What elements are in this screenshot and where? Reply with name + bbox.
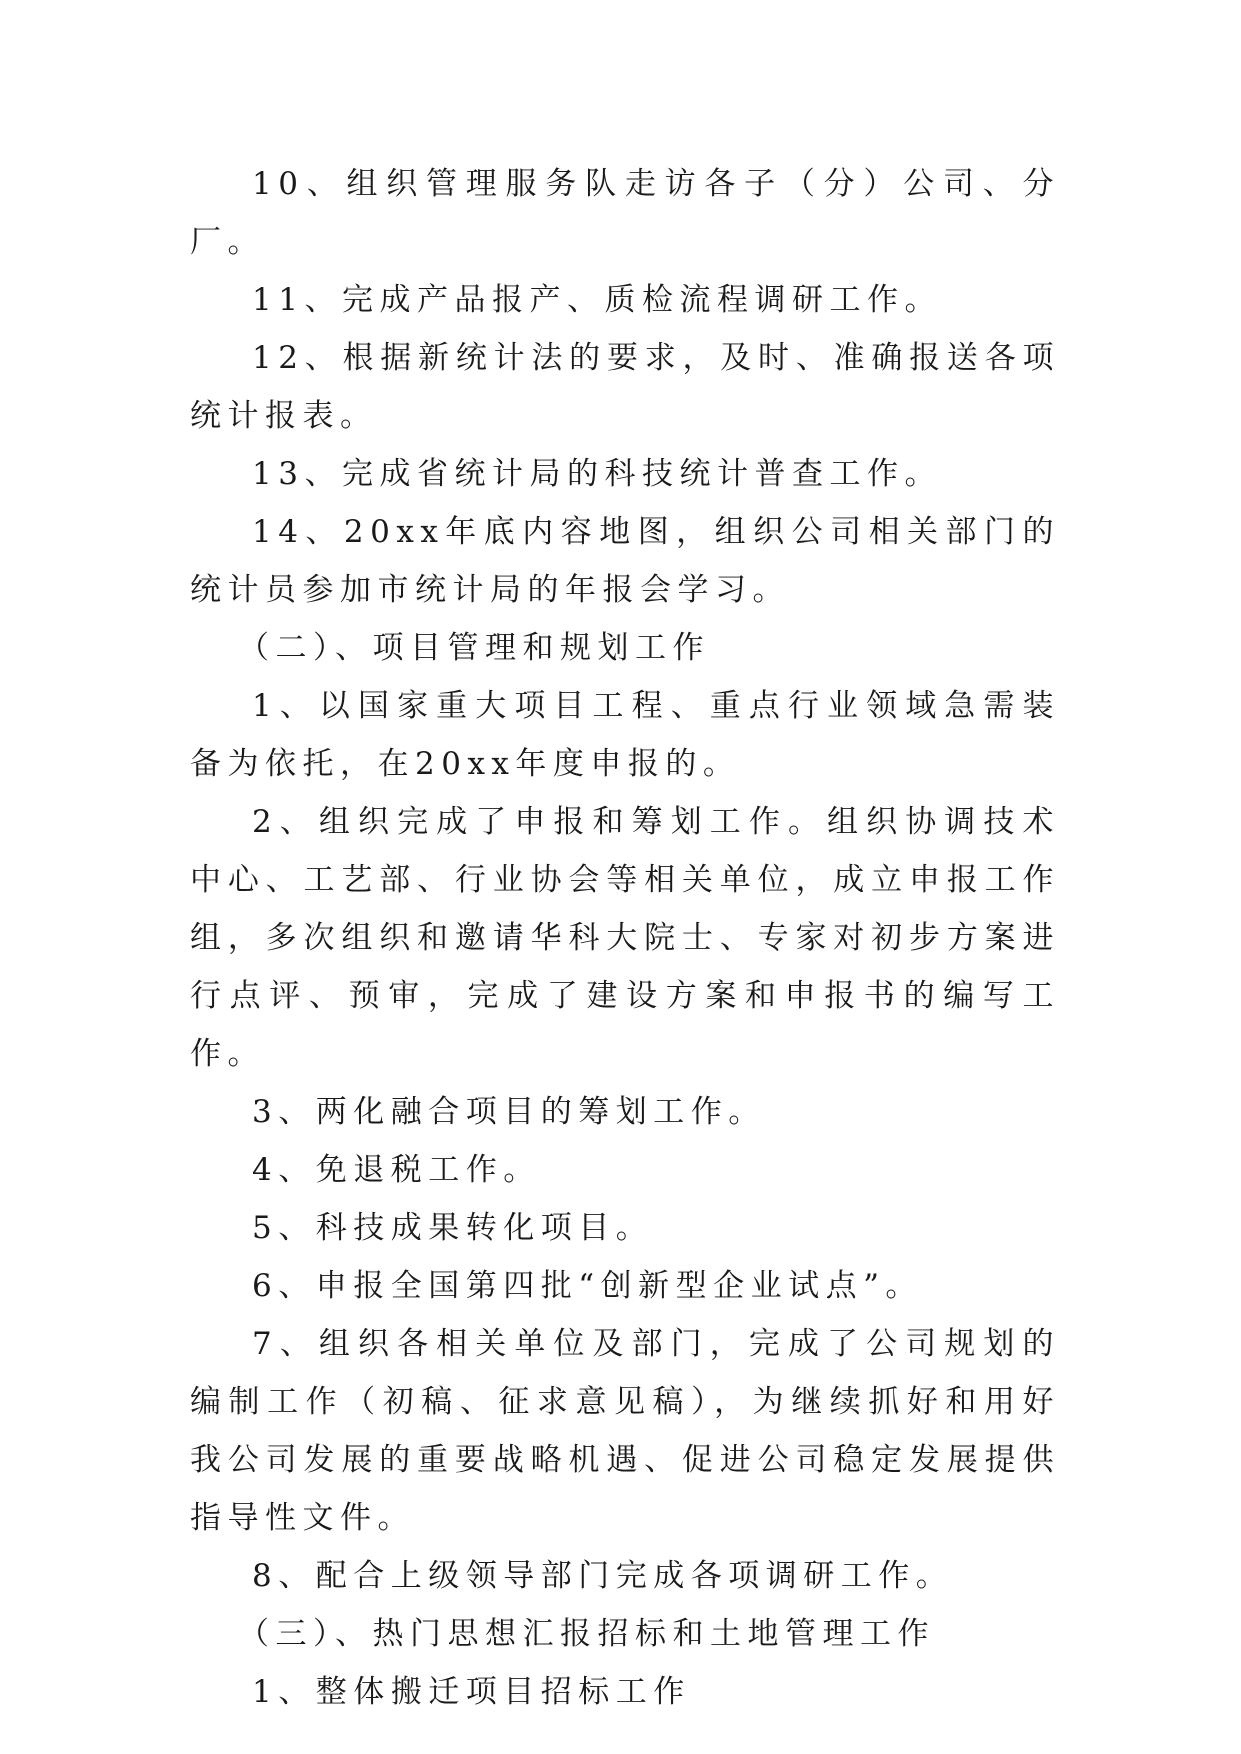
paragraph-item-5: 5、科技成果转化项目。	[252, 1210, 654, 1246]
section-heading-2: （二）、项目管理和规划工作	[238, 630, 710, 666]
paragraph-item-13: 13、完成省统计局的科技统计普查工作。	[252, 456, 942, 492]
paragraph-item-1: 1、以国家重大项目工程、重点行业领域急需装备为依托，在20xx年度申报的。	[190, 688, 1060, 782]
paragraph-item-7: 7、组织各相关单位及部门，完成了公司规划的编制工作（初稿、征求意见稿），为继续抓好和用好我公司发展的重要战略机遇、促进公司稳定发展提供指导性文件。	[190, 1326, 1060, 1536]
paragraph-item-4: 4、免退税工作。	[252, 1152, 541, 1188]
section-heading-3: （三）、热门思想汇报招标和土地管理工作	[238, 1616, 935, 1652]
paragraph-item-6: 6、申报全国第四批“创新型企业试点”。	[252, 1268, 923, 1304]
paragraph-item-2: 2、组织完成了申报和筹划工作。组织协调技术中心、工艺部、行业协会等相关单位，成立申报工作组，多次组织和邀请华科大院士、专家对初步方案进行点评、预审，完成了建设方案和申报书的编写工作。	[190, 804, 1060, 1072]
paragraph-item-10: 10、组织管理服务队走访各子（分）公司、分厂。	[190, 166, 1060, 260]
paragraph-item-12: 12、根据新统计法的要求，及时、准确报送各项统计报表。	[190, 340, 1060, 434]
paragraph-item-14: 14、20xx年底内容地图，组织公司相关部门的统计员参加市统计局的年报会学习。	[190, 514, 1060, 608]
paragraph-item-1b: 1、整体搬迁项目招标工作	[252, 1674, 691, 1710]
paragraph-item-11: 11、完成产品报产、质检流程调研工作。	[252, 282, 942, 318]
paragraph-item-8: 8、配合上级领导部门完成各项调研工作。	[252, 1558, 954, 1594]
document-body	[190, 155, 1060, 1721]
paragraph-item-3: 3、两化融合项目的筹划工作。	[252, 1094, 766, 1130]
